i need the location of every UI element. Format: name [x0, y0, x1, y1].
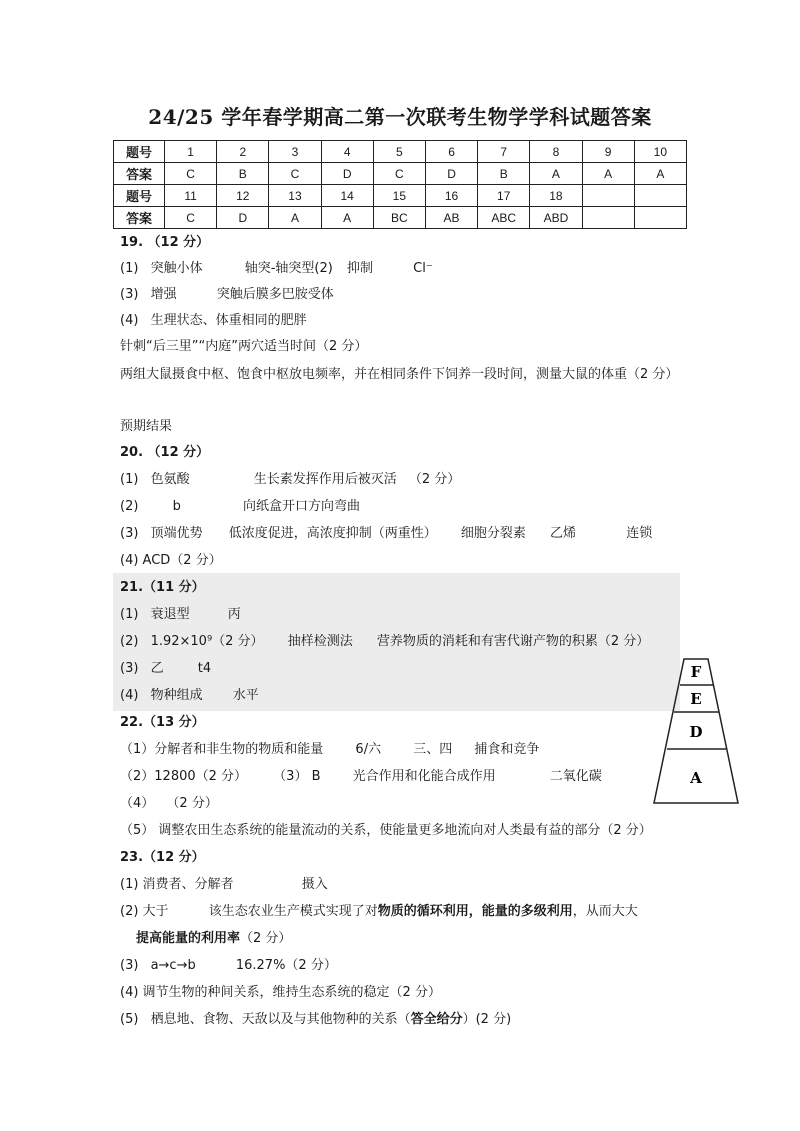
q22-line-2: （2）12800（2 分） （3） B 光合作用和化能合成作用 二氧化碳	[120, 769, 602, 784]
q22-header: 22.（13 分）	[120, 715, 205, 730]
table-cell: 4	[321, 141, 373, 163]
table-cell: 10	[634, 141, 686, 163]
q20-line-2: (2) b 向纸盒开口方向弯曲	[120, 499, 360, 514]
table-cell: 14	[321, 185, 373, 207]
table-cell	[582, 185, 634, 207]
q19-line-6: 预期结果	[120, 419, 173, 434]
table-cell: 3	[269, 141, 321, 163]
q23-line-2: (2) 大于 该生态农业生产模式实现了对物质的循环利用，能量的多级利用，从而大大	[120, 904, 638, 919]
pyramid-label-d: D	[689, 723, 703, 741]
table-row-head: 答案	[114, 207, 165, 229]
table-row-head: 题号	[114, 141, 165, 163]
q23-line-5: (5) 栖息地、食物、天敌以及与其他物种的关系（答全给分）(2 分)	[120, 1012, 512, 1027]
table-cell: 18	[530, 185, 582, 207]
table-cell: 9	[582, 141, 634, 163]
q20-line-3: (3) 顶端优势 低浓度促进，高浓度抑制（两重性） 细胞分裂素 乙烯 连锁	[120, 526, 653, 541]
q21-line-2: (2) 1.92×10⁹（2 分） 抽样检测法 营养物质的消耗和有害代谢产物的积累（2 分）	[120, 634, 650, 649]
table-cell: 5	[373, 141, 425, 163]
table-cell: 1	[165, 141, 217, 163]
table-cell: A	[321, 207, 373, 229]
table-row-head: 题号	[114, 185, 165, 207]
q21-line-4: (4) 物种组成 水平	[120, 688, 259, 703]
pyramid-label-e: E	[690, 690, 702, 708]
table-cell: BC	[373, 207, 425, 229]
table-cell	[582, 207, 634, 229]
q23-line-1: (1) 消费者、分解者 摄入	[120, 877, 328, 892]
page-title: 24/25 学年春学期高二第一次联考生物学学科试题答案	[148, 105, 652, 129]
table-cell: 11	[165, 185, 217, 207]
table-cell: A	[269, 207, 321, 229]
q19-line-3: (4) 生理状态、体重相同的肥胖	[120, 313, 307, 328]
table-cell: D	[321, 163, 373, 185]
table-cell: B	[217, 163, 269, 185]
table-cell: 7	[478, 141, 530, 163]
q23-line-3: (3) a→c→b 16.27%（2 分）	[120, 958, 337, 973]
table-cell: A	[582, 163, 634, 185]
q20-header: 20. （12 分）	[120, 445, 210, 460]
pyramid-label-a: A	[690, 769, 702, 787]
table-row	[114, 163, 687, 185]
q21-line-1: (1) 衰退型 丙	[120, 607, 241, 622]
q23-line-2b: 提高能量的利用率（2 分）	[136, 931, 292, 946]
table-cell: C	[165, 163, 217, 185]
table-cell: 12	[217, 185, 269, 207]
pyramid-label-f: F	[690, 663, 702, 681]
table-cell: AB	[425, 207, 477, 229]
table-cell: 8	[530, 141, 582, 163]
table-cell: ABD	[530, 207, 582, 229]
table-cell	[634, 207, 686, 229]
table-cell	[634, 185, 686, 207]
answer-table	[113, 140, 687, 229]
table-cell: 15	[373, 185, 425, 207]
table-cell: B	[478, 163, 530, 185]
table-row	[114, 185, 687, 207]
q20-line-4: (4) ACD（2 分）	[120, 553, 222, 568]
table-cell: C	[373, 163, 425, 185]
q19-line-5: 两组大鼠摄食中枢、饱食中枢放电频率，并在相同条件下饲养一段时间，测量大鼠的体重（2 分）	[120, 367, 679, 382]
q19-header: 19. （12 分）	[120, 235, 210, 250]
q22-line-3: （4） （2 分）	[120, 796, 218, 811]
q21-line-3: (3) 乙 t4	[120, 661, 212, 676]
table-cell: C	[269, 163, 321, 185]
q21-header: 21.（11 分）	[120, 580, 205, 595]
table-cell: ABC	[478, 207, 530, 229]
table-row-head: 答案	[114, 163, 165, 185]
q20-line-1: (1) 色氨酸 生长素发挥作用后被灭活 （2 分）	[120, 472, 461, 487]
q19-line-2: (3) 增强 突触后膜多巴胺受体	[120, 287, 334, 302]
table-cell: D	[425, 163, 477, 185]
table-cell: A	[634, 163, 686, 185]
table-cell: 2	[217, 141, 269, 163]
q22-line-4: （5） 调整农田生态系统的能量流动的关系，使能量更多地流向对人类最有益的部分（2 分）	[120, 823, 652, 838]
table-row	[114, 141, 687, 163]
q19-line-4: 针刺“后三里”“内庭”两穴适当时间（2 分）	[120, 339, 368, 354]
table-cell: 16	[425, 185, 477, 207]
table-cell: 13	[269, 185, 321, 207]
table-cell: C	[165, 207, 217, 229]
table-cell: 6	[425, 141, 477, 163]
table-cell: 17	[478, 185, 530, 207]
energy-pyramid	[652, 657, 742, 807]
table-cell: A	[530, 163, 582, 185]
q22-line-1: （1）分解者和非生物的物质和能量 6/六 三、四 捕食和竞争	[120, 742, 540, 757]
table-cell: D	[217, 207, 269, 229]
q19-line-1: (1) 突触小体 轴突-轴突型(2) 抑制 Cl⁻	[120, 261, 433, 276]
q23-line-4: (4) 调节生物的种间关系，维持生态系统的稳定（2 分）	[120, 985, 441, 1000]
q23-header: 23.（12 分）	[120, 850, 205, 865]
table-row	[114, 207, 687, 229]
